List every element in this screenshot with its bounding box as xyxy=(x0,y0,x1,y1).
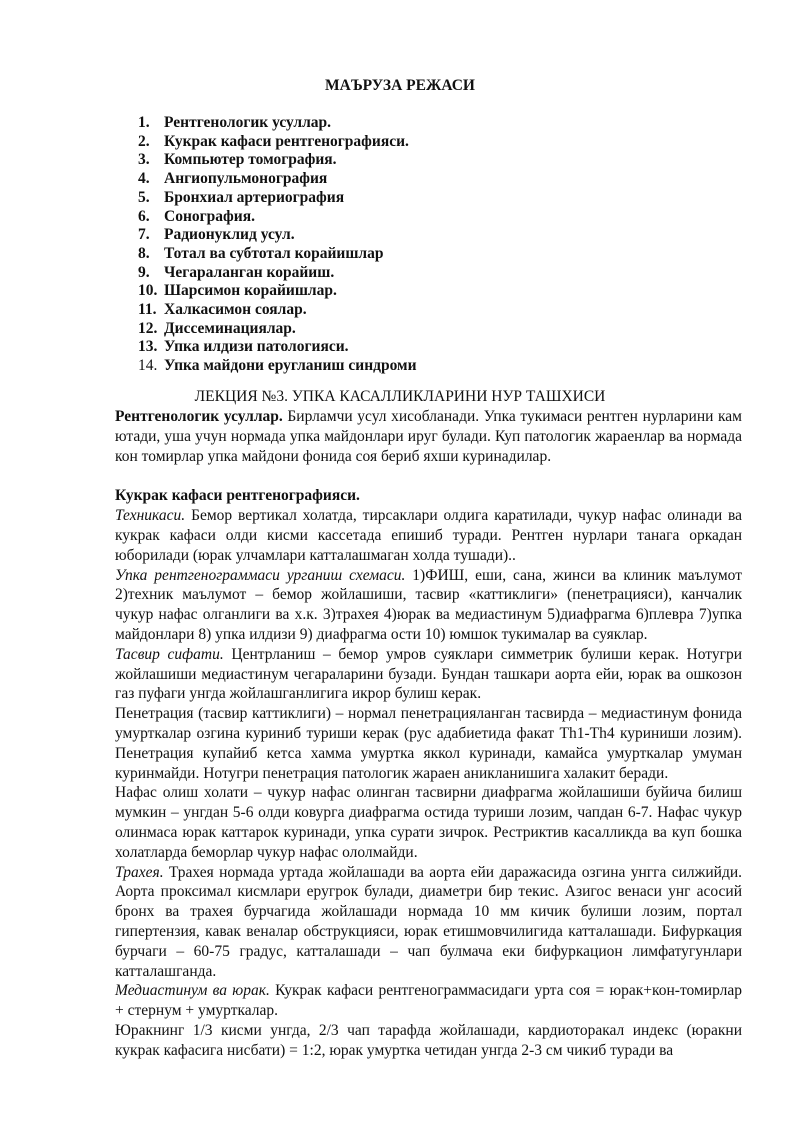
paragraph-radiologic-methods xyxy=(115,407,742,466)
list-item xyxy=(138,301,417,320)
lecture-body xyxy=(115,407,742,1061)
list-item-number: 9. xyxy=(138,263,150,281)
list-item xyxy=(138,245,417,264)
paragraph-breathing-state xyxy=(115,783,742,862)
list-item xyxy=(138,264,417,283)
paragraph-text: Пенетрация (тасвир каттиклиги) – нормал пенетрацияланган тасвирда – медиастинум фонида умурткалар озгина куриниб туриши керак (рус адабиетида факат Th1-Th4 куриниши лозим). Пенетрация купайиб кетса хамма умуртка яккол куринади, камайса умурткалар умуман куринмайди. Нотугри пенетрация патологик жараен аникланишига халакит беради. xyxy=(115,705,742,782)
list-item xyxy=(138,133,417,152)
list-item xyxy=(138,114,417,133)
paragraph-trachea xyxy=(115,863,742,982)
list-item xyxy=(138,357,417,376)
list-item-number: 2. xyxy=(138,132,150,150)
list-item-text: Упка майдони еругланиш синдроми xyxy=(164,357,417,375)
list-item-number: 8. xyxy=(138,244,150,262)
paragraph-lead: Медиастинум ва юрак. xyxy=(115,982,270,1000)
paragraph-text: 1)ФИШ, еши, сана, жинси ва клиник маълумот 2)техник маълумот – бемор жойлашиши, тасвир «каттиклиги» (пенетрацияси), канчалик чукур нафас олганлиги ва х.к. 3)трахея 4)юрак ва медиастинум 5)диафрагма 6)плевра 7)упка майдонлари 8) упка илдизи 9) диафрагма ости 10) юмшок тукималар ва суяклар. xyxy=(115,566,742,643)
paragraph-text: Юракнинг 1/3 кисми унгда, 2/3 чап тарафда жойлашади, кардиоторакал индекс (юракни кукрак кафасига нисбати) = 1:2, юрак умуртка четидан унгда 2-3 см чикиб туради ва xyxy=(115,1021,742,1059)
paragraph-study-scheme xyxy=(115,566,742,645)
list-item-number: 6. xyxy=(138,207,150,225)
lecture-plan-list xyxy=(138,114,417,376)
list-item xyxy=(138,226,417,245)
list-item-number: 7. xyxy=(138,226,150,244)
list-item-text: Диссеминациялар. xyxy=(164,319,296,337)
paragraph-image-quality xyxy=(115,645,742,704)
list-item-text: Сонография. xyxy=(164,207,255,225)
paragraph-text: Центрланиш – бемор умров суяклари симметрик булиши керак. Нотугри жойлашиши медиастинум чегараларини бузади. Бундан ташкари аорта ейи, юрак ва ошкозон газ пуфаги унгда жойлашганлигига икрор булиш керак. xyxy=(115,645,742,703)
list-item-text: Компьютер томография. xyxy=(164,151,337,169)
list-item xyxy=(138,282,417,301)
lecture-title: ЛЕКЦИЯ №3. УПКА КАСАЛЛИКЛАРИНИ НУР ТАШХИСИ xyxy=(194,388,606,405)
list-item-number: 11. xyxy=(138,301,157,319)
paragraph-text: Нафас олиш холати – чукур нафас олинган тасвирни диафрагма жойлашиши буйича билиш мумкин – унгдан 5-6 олди ковурга диафрагма остида туриши лозим, чапдан 6-7. Нафас чукур олинмаса юрак каттарок куринади, упка сурати зичрок. Рестриктив касалликда ва куп бошка холатларда беморлар чукур нафас ололмайди. xyxy=(115,784,742,861)
list-item xyxy=(138,338,417,357)
paragraph-heart-position xyxy=(115,1021,742,1061)
list-item xyxy=(138,151,417,170)
paragraph-lead: Тасвир сифати. xyxy=(115,645,224,663)
paragraph-lead: Рентгенологик усуллар. xyxy=(115,408,283,425)
paragraph-penetration xyxy=(115,704,742,783)
paragraph-lead: Упка рентгенограммаси урганиш схемаси. xyxy=(115,566,406,584)
paragraph-text: Кукрак кафаси рентгенограммасидаги урта соя = юрак+кон-томирлар + стернум + умурткалар. xyxy=(115,982,742,1020)
list-item-text: Кукрак кафаси рентгенографияси. xyxy=(164,132,409,150)
list-item-text: Бронхиал артериография xyxy=(164,188,345,206)
list-item-number: 10. xyxy=(138,282,158,300)
list-item-text: Чегараланган корайиш. xyxy=(164,263,335,281)
paragraph-technique xyxy=(115,506,742,565)
section-heading-chest-radiography: Кукрак кафаси рентгенографияси. xyxy=(115,487,360,505)
paragraph-text: Бирламчи усул хисобланади. Упка тукимаси рентген нурларини кам ютади, уша учун нормада упка майдонлари ируг булади. Куп патологик жараенлар ва нормада кон томирлар упка майдони фонида соя бериб яхши куринадилар. xyxy=(115,408,742,465)
list-item-number: 14. xyxy=(138,357,158,375)
list-item xyxy=(138,320,417,339)
list-item-number: 13. xyxy=(138,338,158,356)
list-item-text: Рентгенологик усуллар. xyxy=(164,114,332,131)
list-item-text: Халкасимон соялар. xyxy=(164,301,307,319)
paragraph-text: Бемор вертикал холатда, тирсаклари олдига каратилади, чукур нафас олинади ва кукрак кафаси олди кисми кассетада епишиб туради. Рентген нурлари танага оркадан юборилади (юрак улчамлари катталашмаган холда тушади).. xyxy=(115,507,742,564)
list-item-text: Тотал ва субтотал корайишлар xyxy=(164,244,384,262)
list-item-number: 3. xyxy=(138,151,150,169)
list-item-number: 12. xyxy=(138,319,158,337)
list-item-number: 4. xyxy=(138,170,150,188)
plan-title: МАЪРУЗА РЕЖАСИ xyxy=(325,77,475,94)
paragraph-lead: Техникаси. xyxy=(115,507,186,525)
list-item xyxy=(138,170,417,189)
list-item-text: Шарсимон корайишлар. xyxy=(164,282,337,300)
list-item xyxy=(138,208,417,227)
paragraph-lead: Трахея. xyxy=(115,863,164,881)
list-item-text: Ангиопульмонография xyxy=(164,170,328,188)
list-item-text: Радионуклид усул. xyxy=(164,226,295,244)
list-item xyxy=(138,189,417,208)
paragraph-mediastinum-heart xyxy=(115,981,742,1021)
list-item-number: 5. xyxy=(138,188,150,206)
paragraph-text: Трахея нормада уртада жойлашади ва аорта ейи даражасида озгина унгга силжийди. Аорта проксимал кисмлари еругрок булади, диаметри бир текис. Азигос венаси унг асосий бронх ва трахея бурчагида жойлашади нормада 10 мм кичик булиши лозим, портал гипертензия, кавак веналар обструкцияси, юрак етишмовчилигида катталашади. Бифуркация бурчаги – 60-75 градус, катталашади – чап булмача еки бифуркацион лимфатугунлари катталашганда. xyxy=(115,863,742,980)
list-item-number: 1. xyxy=(138,114,150,131)
list-item-text: Упка илдизи патологияси. xyxy=(164,338,349,356)
